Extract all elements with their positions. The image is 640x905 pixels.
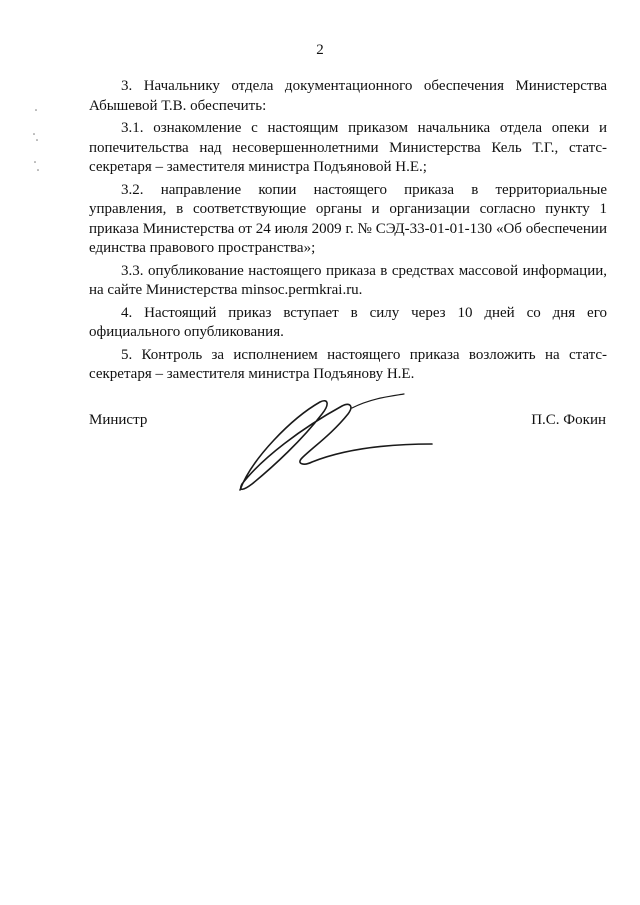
- margin-marks: [26, 100, 46, 220]
- order-body: [89, 77, 607, 388]
- page-number: 2: [316, 42, 324, 58]
- handwritten-signature: [232, 388, 452, 498]
- paragraph-5: 5. Контроль за исполнением настоящего приказа возложить на статс-секретаря – заместителя министра Подъянову Н.Е.: [89, 346, 607, 382]
- signatory-position: Министр: [89, 412, 148, 428]
- paragraph-3-1: 3.1. ознакомление с настоящим приказом начальника отдела опеки и попечительства над несовершеннолетними Министерства Кель Т.Г., статс-секретаря – заместителя министра Подъяновой Н.Е.;: [89, 120, 607, 175]
- paragraph-3-3: 3.3. опубликование настоящего приказа в средствах массовой информации, на сайте Министерства minsoc.permkrai.ru.: [89, 262, 607, 298]
- paragraph-4: 4. Настоящий приказ вступает в силу через 10 дней со дня его официального опубликования.: [89, 304, 607, 340]
- signatory-name: П.С. Фокин: [531, 412, 606, 428]
- paragraph-3-2: 3.2. направление копии настоящего приказа в территориальные управления, в соответствующие органы и организации согласно пункту 1 приказа Министерства от 24 июля 2009 г. № СЭД-33-01-01-130 «Об обеспечении единства правового пространства»;: [89, 181, 607, 256]
- paragraph-3: 3. Начальнику отдела документационного обеспечения Министерства Абышевой Т.В. обеспечить:: [89, 78, 607, 114]
